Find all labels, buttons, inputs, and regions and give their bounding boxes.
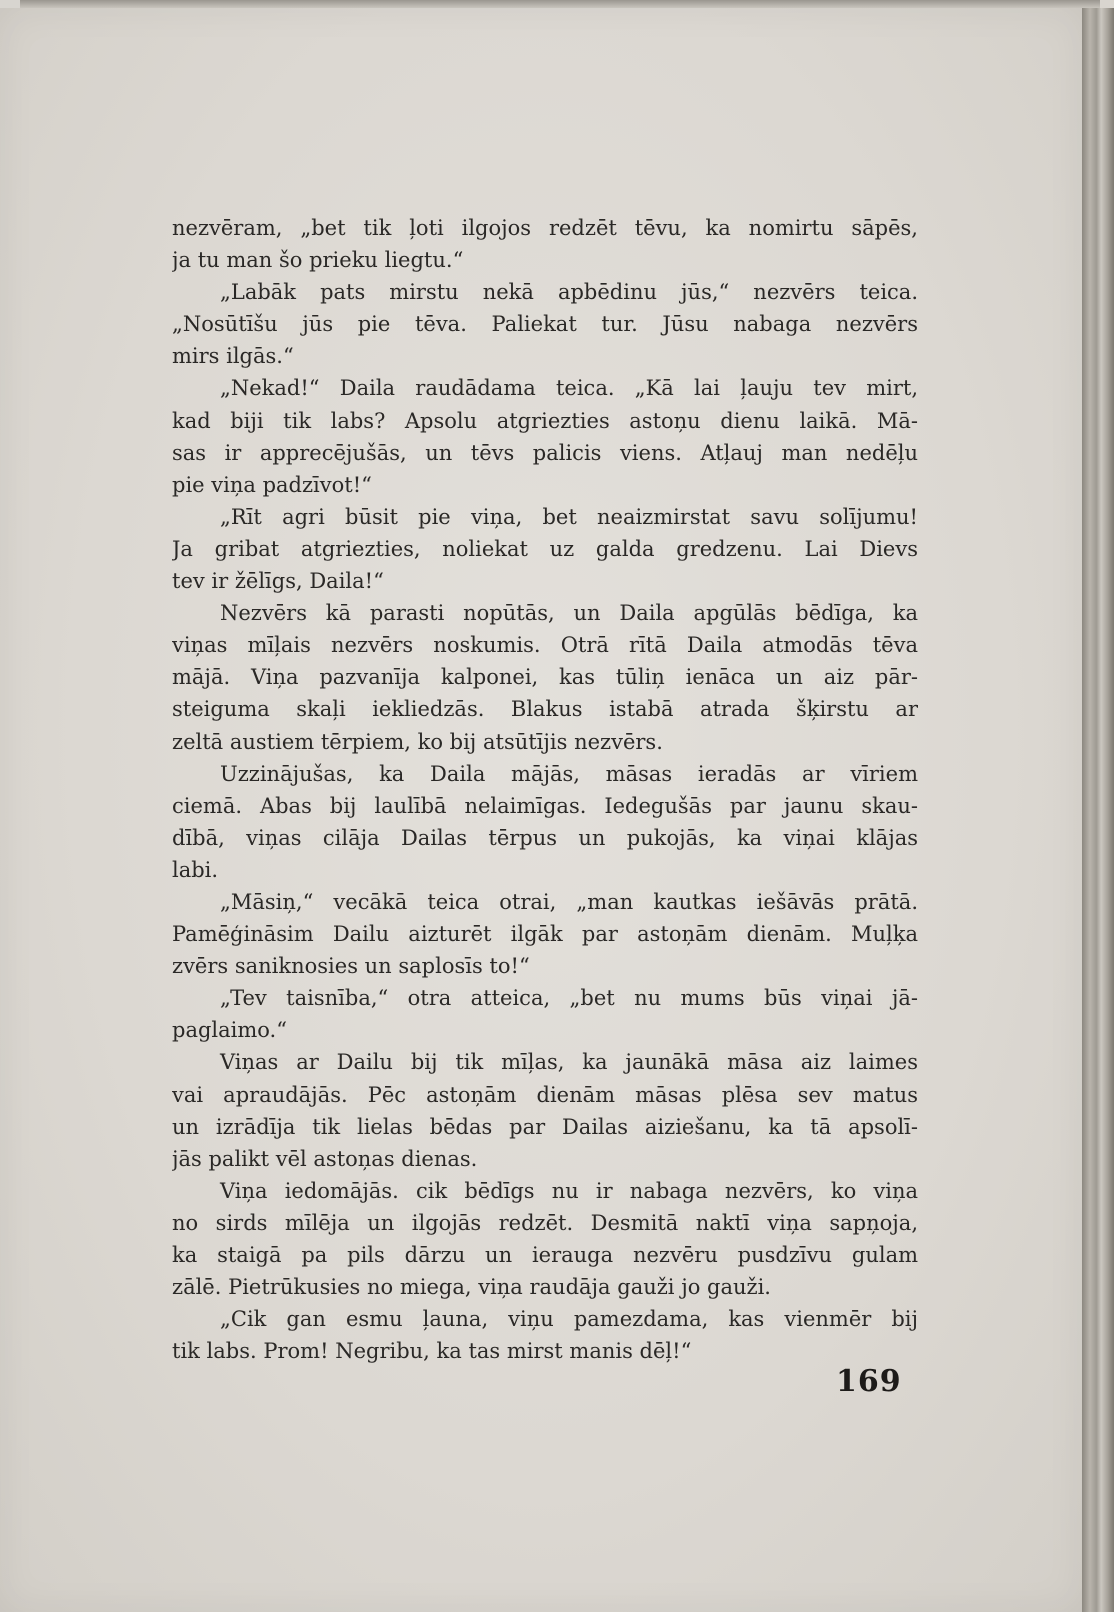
text-line: vai apraudājās. Pēc astoņām dienām māsas plēsa sev matus bbox=[172, 1082, 918, 1107]
text-line: no sirds mīlēja un ilgojās redzēt. Desmitā naktī viņa sapņoja, bbox=[172, 1210, 918, 1235]
text-line: „Labāk pats mirstu nekā apbēdinu jūs,“ nezvērs teica. bbox=[220, 280, 918, 305]
text-line: kad biji tik labs? Apsolu atgriezties astoņu dienu laikā. Mā- bbox=[172, 408, 918, 433]
text-line: ciemā. Abas bij laulībā nelaimīgas. Iedegušās par jaunu skau- bbox=[172, 793, 918, 818]
book-spine-edge bbox=[1082, 8, 1114, 1612]
text-line: „Tev taisnība,“ otra atteica, „bet nu mums būs viņai jā- bbox=[220, 986, 918, 1011]
text-line: Nezvērs kā parasti nopūtās, un Daila apgūlās bēdīga, ka bbox=[220, 601, 918, 626]
text-line: steiguma skaļi iekliedzās. Blakus istabā atrada šķirstu ar bbox=[172, 697, 918, 722]
text-line: Pamēģināsim Dailu aizturēt ilgāk par astoņām dienām. Muļķa bbox=[172, 922, 918, 947]
text-line: sas ir apprecējušās, un tēvs palicis viens. Atļauj man nedēļu bbox=[172, 440, 918, 465]
text-line: viņas mīļais nezvērs noskumis. Otrā rītā Daila atmodās tēva bbox=[172, 633, 918, 658]
text-line: jās palikt vēl astoņas dienas. bbox=[172, 1146, 478, 1171]
text-line: labi. bbox=[172, 857, 219, 882]
top-edge-shadow bbox=[20, 0, 1100, 8]
text-line: mirs ilgās.“ bbox=[172, 344, 294, 369]
text-line: mājā. Viņa pazvanīja kalponei, kas tūliņ ienāca un aiz pār- bbox=[172, 665, 918, 690]
text-line: dībā, viņas cilāja Dailas tērpus un pukojās, ka viņai klājas bbox=[172, 825, 918, 850]
body-text bbox=[172, 212, 918, 1367]
text-line: tev ir žēlīgs, Daila!“ bbox=[172, 569, 384, 594]
text-line: Viņa iedomājās. cik bēdīgs nu ir nabaga nezvērs, ko viņa bbox=[220, 1178, 918, 1203]
text-line: un izrādīja tik lielas bēdas par Dailas aiziešanu, ka tā apsolī- bbox=[172, 1114, 918, 1139]
text-line: zvērs saniknosies un saplosīs to!“ bbox=[172, 954, 530, 979]
text-line: zālē. Pietrūkusies no miega, viņa raudāja gauži jo gauži. bbox=[172, 1275, 771, 1300]
text-line: Uzzinājušas, ka Daila mājās, māsas ieradās ar vīriem bbox=[220, 761, 918, 786]
text-line: ka staigā pa pils dārzu un ierauga nezvēru pusdzīvu gulam bbox=[172, 1243, 918, 1267]
text-line: „Cik gan esmu ļauna, viņu pamezdama, kas vienmēr bij bbox=[220, 1307, 918, 1332]
text-line: ja tu man šo prieku liegtu.“ bbox=[172, 248, 464, 273]
text-line: tik labs. Prom! Negribu, ka tas mirst manis dēļ!“ bbox=[172, 1339, 692, 1364]
text-line: pie viņa padzīvot!“ bbox=[172, 472, 372, 497]
text-line: „Māsiņ,“ vecākā teica otrai, „man kautkas iešāvās prātā. bbox=[220, 889, 918, 914]
text-line: zeltā austiem tērpiem, ko bij atsūtījis nezvērs. bbox=[172, 729, 663, 754]
text-line: nezvēram, „bet tik ļoti ilgojos redzēt tēvu, ka nomirtu sāpēs, bbox=[172, 216, 918, 240]
text-line: Viņas ar Dailu bij tik mīļas, ka jaunākā māsa aiz laimes bbox=[220, 1050, 918, 1075]
page-number: 169 bbox=[836, 1364, 902, 1399]
text-line: „Nosūtīšu jūs pie tēva. Paliekat tur. Jūsu nabaga nezvērs bbox=[172, 312, 918, 337]
text-line: „Rīt agri būsit pie viņa, bet neaizmirstat savu solījumu! bbox=[220, 504, 918, 529]
text-line: paglaimo.“ bbox=[172, 1018, 287, 1043]
text-line: „Nekad!“ Daila raudādama teica. „Kā lai ļauju tev mirt, bbox=[220, 376, 918, 401]
text-line: Ja gribat atgriezties, noliekat uz galda gredzenu. Lai Dievs bbox=[172, 536, 918, 561]
